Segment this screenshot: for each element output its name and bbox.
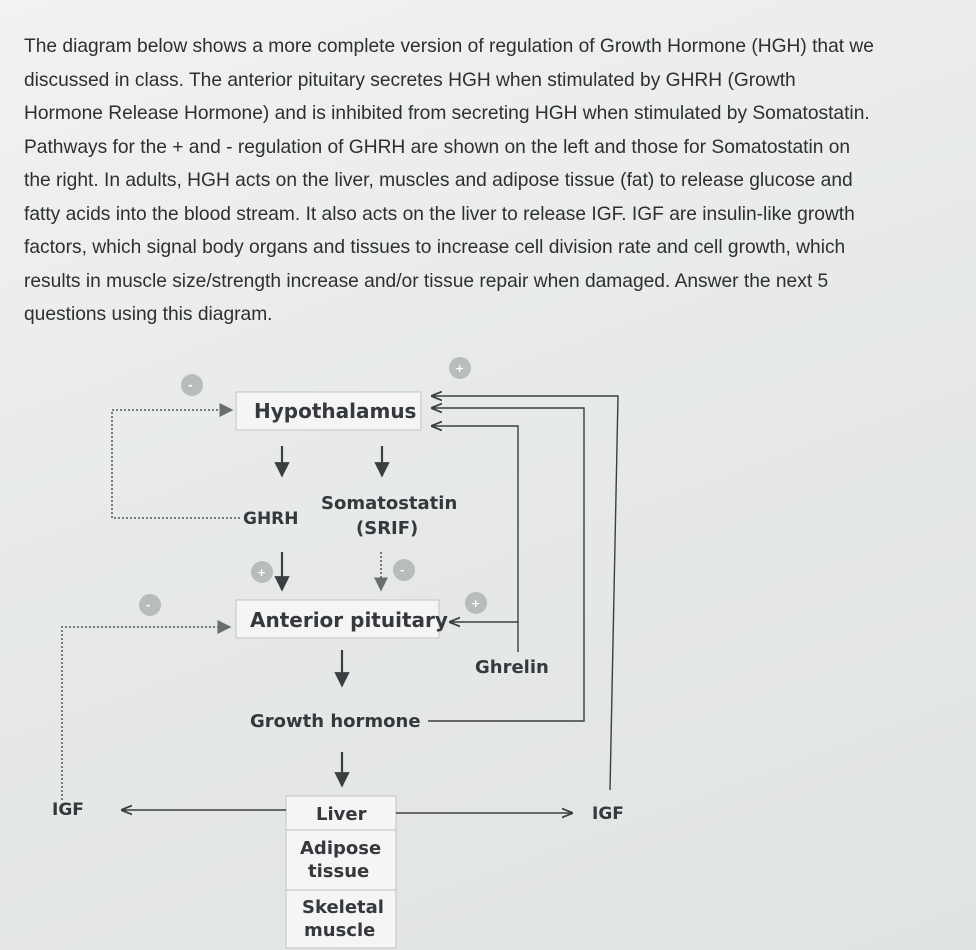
- plus-sign: +: [455, 362, 465, 375]
- igf-negative-feedback-line: [62, 627, 230, 800]
- ghrh-label: GHRH: [243, 509, 299, 529]
- adipose-label: Adipose: [300, 838, 382, 859]
- intro-line: questions using this diagram.: [24, 304, 273, 325]
- intro-line: discussed in class. The anterior pituitary secretes HGH when stimulated by GHRH (Growth: [24, 69, 796, 91]
- skeletal-label: Skeletal: [302, 897, 384, 918]
- srif-label: (SRIF): [356, 518, 419, 539]
- intro-line: Hormone Release Hormone) and is inhibited from secreting HGH when stimulated by Somatostatin.: [24, 103, 870, 124]
- hypothalamus-label: Hypothalamus: [254, 399, 417, 423]
- plus-sign: +: [471, 597, 481, 610]
- intro-line: The diagram below shows a more complete version of regulation of Growth Hormone (HGH) that we: [24, 36, 874, 57]
- minus-sign: -: [400, 564, 405, 577]
- target-tissues-node: [286, 796, 396, 948]
- igf-right-label: IGF: [592, 804, 624, 824]
- igf-left-label: IGF: [52, 800, 84, 820]
- somatostatin-label: Somatostatin: [321, 493, 458, 514]
- intro-line: Pathways for the + and - regulation of GHRH are shown on the left and those for Somatostatin on: [24, 136, 851, 158]
- minus-sign: -: [146, 599, 151, 612]
- ghrelin-to-pituitary-arrow: [450, 622, 518, 652]
- anterior-pituitary-node: [236, 600, 448, 638]
- growth-hormone-label: Growth hormone: [250, 711, 421, 732]
- igf-feedback-to-hypothalamus: [432, 396, 618, 790]
- hypothalamus-node: [236, 392, 421, 430]
- ghrelin-label: Ghrelin: [475, 657, 549, 678]
- liver-label: Liver: [316, 804, 367, 825]
- plus-sign: +: [257, 566, 267, 579]
- tissue-label: tissue: [308, 861, 370, 882]
- intro-line: results in muscle size/strength increase and/or tissue repair when damaged. Answer the next 5: [24, 270, 829, 292]
- intro-line: the right. In adults, HGH acts on the liver, muscles and adipose tissue (fat) to release glucose and: [24, 170, 853, 191]
- muscle-label: muscle: [304, 920, 376, 941]
- intro-line: fatty acids into the blood stream. It also acts on the liver to release IGF. IGF are insulin-like growth: [24, 203, 855, 225]
- ghrh-negative-feedback-line: [112, 410, 240, 518]
- intro-line: factors, which signal body organs and tissues to increase cell division rate and cell growth, which: [24, 237, 846, 258]
- anterior-pituitary-label: Anterior pituitary: [250, 608, 448, 632]
- minus-sign: -: [188, 379, 193, 392]
